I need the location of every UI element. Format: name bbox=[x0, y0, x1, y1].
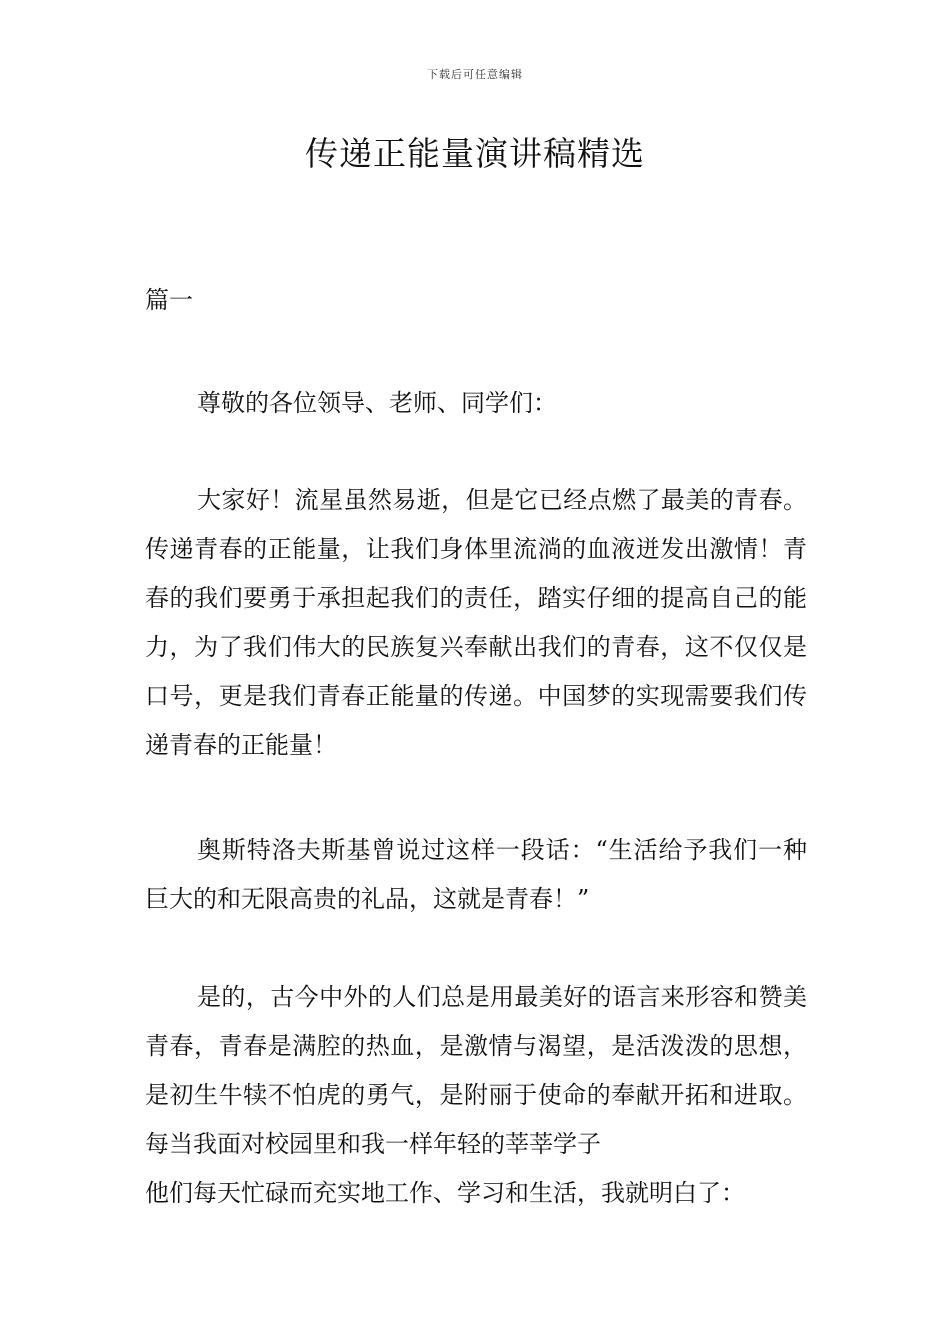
section-label: 篇一 bbox=[145, 286, 193, 314]
paragraph-opening: 大家好！流星虽然易逝，但是它已经点燃了最美的青春。传递青春的正能量，让我们身体里流淌的血液迸发出激情！青春的我们要勇于承担起我们的责任，踏实仔细的提高自己的能力，为了我们伟大的民族复兴奉献出我们的青春，这不仅仅是口号，更是我们青春正能量的传递。中国梦的实现需要我们传递青春的正能量！ bbox=[145, 486, 807, 759]
paragraph-quote: 奥斯特洛夫斯基曾说过这样一段话：“生活给予我们一种巨大的和无限高贵的礼品，这就是青春！” bbox=[145, 836, 807, 913]
paragraph-last-line bbox=[145, 1169, 807, 1218]
paragraph-youth-text: 是的，古今中外的人们总是用最美好的语言来形容和赞美青春，青春是满腔的热血，是激情与渴望，是活泼泼的思想，是初生牛犊不怕虎的勇气，是附丽于使命的奉献开拓和进取。每当我面对校园里和我一样年轻的莘莘学子 bbox=[145, 983, 807, 1158]
paragraph-last-line-text: 他们每天忙碌而充实地工作、学习和生活，我就明白了： bbox=[145, 1179, 745, 1207]
document-title: 传递正能量演讲稿精选 bbox=[305, 134, 645, 173]
paragraph-greeting: 尊敬的各位领导、老师、同学们： bbox=[197, 389, 557, 417]
header-note: 下载后可任意编辑 bbox=[427, 68, 523, 81]
paragraph-youth bbox=[145, 973, 807, 1169]
